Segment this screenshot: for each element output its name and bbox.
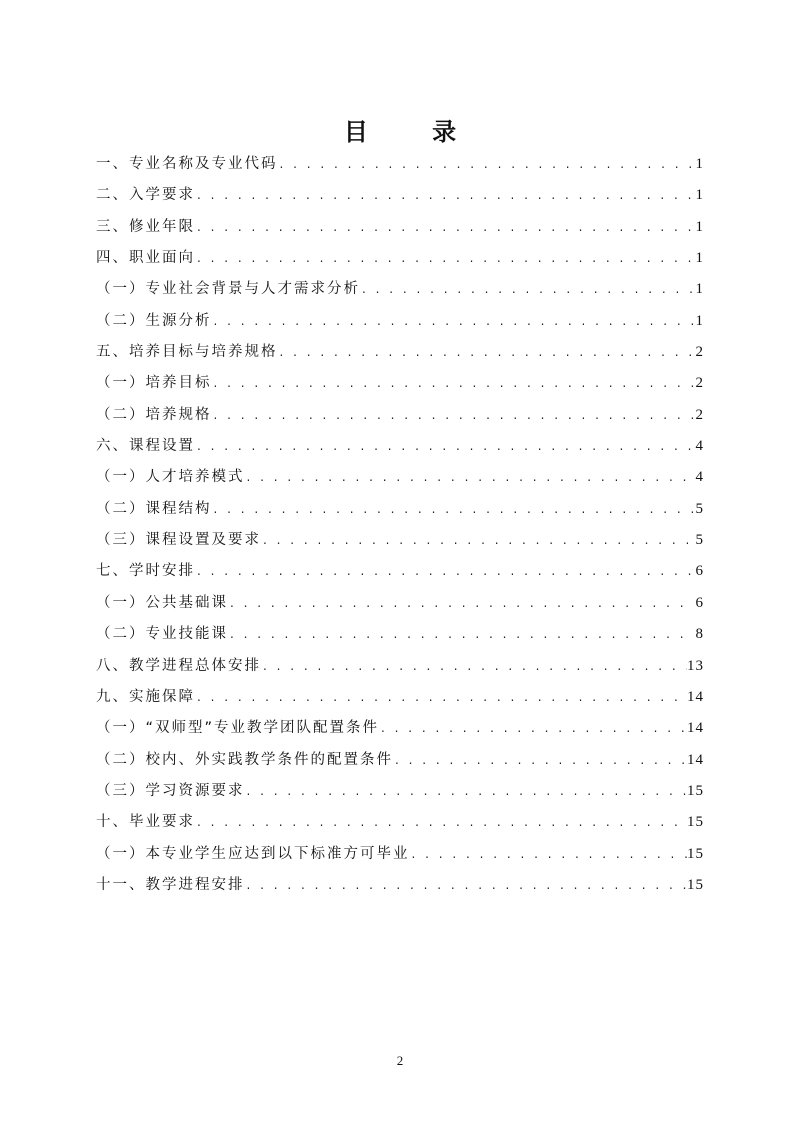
toc-entry[interactable] <box>96 494 704 525</box>
toc-entry-label: （一）公共基础课 <box>96 594 228 611</box>
toc-entry-page: 1 <box>695 312 704 329</box>
toc-entry-page: 1 <box>695 156 704 172</box>
toc-entry-page: 1 <box>695 281 704 298</box>
toc-entry-page: 2 <box>695 344 704 361</box>
toc-leader-dots <box>278 149 695 180</box>
toc-entry[interactable] <box>96 180 704 211</box>
toc-entry[interactable] <box>96 274 704 305</box>
toc-entry[interactable] <box>96 651 704 682</box>
toc-entry-page: 5 <box>695 532 704 549</box>
toc-leader-dots <box>245 870 688 901</box>
page-number: 2 <box>396 1053 404 1068</box>
toc-entry-page: 6 <box>695 563 704 580</box>
toc-entry[interactable] <box>96 807 704 838</box>
toc-leader-dots <box>195 243 694 274</box>
toc-entry[interactable] <box>96 713 704 744</box>
toc-entry-page: 15 <box>687 814 704 831</box>
toc-leader-dots <box>195 807 687 838</box>
toc-entry-page: 1 <box>695 218 704 235</box>
toc-entry-label: 十、毕业要求 <box>96 814 195 831</box>
toc-entry-label: （一）专业社会背景与人才需求分析 <box>96 281 360 298</box>
toc-entry-label: 八、教学进程总体安排 <box>96 657 261 674</box>
toc-leader-dots <box>410 839 688 870</box>
toc-entry-page: 14 <box>687 720 704 737</box>
toc-leader-dots <box>261 651 687 682</box>
toc-leader-dots <box>195 682 687 713</box>
toc-entry-page: 14 <box>687 688 704 705</box>
toc-entry[interactable] <box>96 588 704 619</box>
toc-entry-page: 5 <box>695 500 704 517</box>
toc-entry[interactable] <box>96 619 704 650</box>
toc-entry[interactable] <box>96 306 704 337</box>
toc-entry-page: 14 <box>687 751 704 768</box>
toc-leader-dots <box>379 713 687 744</box>
toc-entry-label: 四、职业面向 <box>96 250 195 267</box>
toc-entry[interactable] <box>96 682 704 713</box>
toc-entry[interactable] <box>96 337 704 368</box>
toc-entry[interactable] <box>96 462 704 493</box>
toc-entry-label: （二）生源分析 <box>96 312 212 329</box>
toc-entry-page: 2 <box>695 375 704 392</box>
toc-entry-page: 15 <box>687 876 704 893</box>
toc-leader-dots <box>195 556 694 587</box>
toc-leader-dots <box>245 776 688 807</box>
toc-entry-label: （三）课程设置及要求 <box>96 532 261 549</box>
toc-entry-label: 一、专业名称及专业代码 <box>96 156 278 172</box>
toc-entry-page: 4 <box>695 469 704 486</box>
toc-leader-dots <box>228 588 694 619</box>
toc-entry-label: （一）培养目标 <box>96 375 212 392</box>
toc-entry-page: 8 <box>695 626 704 643</box>
toc-entry[interactable] <box>96 212 704 243</box>
toc-entry-label: 十一、教学进程安排 <box>96 876 245 893</box>
toc-entry-label: 九、实施保障 <box>96 688 195 705</box>
toc-leader-dots <box>212 306 695 337</box>
toc-entry-page: 15 <box>687 845 704 862</box>
toc-entry[interactable] <box>96 870 704 901</box>
toc-leader-dots <box>360 274 694 305</box>
toc-entry-label: （三）学习资源要求 <box>96 782 245 799</box>
toc-entry-label: （一）人才培养模式 <box>96 469 245 486</box>
toc-entry-label: 二、入学要求 <box>96 187 195 204</box>
toc-entry-label: （二）校内、外实践教学条件的配置条件 <box>96 751 393 768</box>
toc-entry-page: 1 <box>695 250 704 267</box>
toc-entry[interactable] <box>96 243 704 274</box>
toc-entry[interactable] <box>96 431 704 462</box>
toc-entry-page: 2 <box>695 406 704 423</box>
toc-entry[interactable] <box>96 776 704 807</box>
toc-entry[interactable] <box>96 556 704 587</box>
toc-entry-page: 6 <box>695 594 704 611</box>
toc-entry[interactable] <box>96 745 704 776</box>
toc-entry-page: 1 <box>695 187 704 204</box>
toc-entry-label: （二）课程结构 <box>96 500 212 517</box>
toc-entry[interactable] <box>96 839 704 870</box>
toc-entry-label: 六、课程设置 <box>96 438 195 455</box>
toc-leader-dots <box>261 525 694 556</box>
toc-leader-dots <box>393 745 687 776</box>
toc-leader-dots <box>195 180 694 211</box>
table-of-contents <box>96 149 704 901</box>
toc-entry[interactable] <box>96 525 704 556</box>
toc-entry-label: 五、培养目标与培养规格 <box>96 344 278 361</box>
toc-leader-dots <box>278 337 695 368</box>
toc-entry-label: （一）“双师型”专业教学团队配置条件 <box>96 720 380 737</box>
toc-entry-label: （二）培养规格 <box>96 406 212 423</box>
toc-entry[interactable] <box>96 400 704 431</box>
toc-entry-label: 三、修业年限 <box>96 218 195 235</box>
toc-entry-page: 15 <box>687 782 704 799</box>
toc-entry[interactable] <box>96 149 704 180</box>
toc-leader-dots <box>195 431 694 462</box>
toc-leader-dots <box>212 400 695 431</box>
toc-leader-dots <box>212 368 695 399</box>
toc-entry-label: （一）本专业学生应达到以下标准方可毕业 <box>96 845 410 862</box>
toc-entry-label: （二）专业技能课 <box>96 626 228 643</box>
toc-leader-dots <box>245 462 695 493</box>
toc-leader-dots <box>228 619 694 650</box>
toc-entry-page: 4 <box>695 438 704 455</box>
toc-entry-page: 13 <box>687 657 704 674</box>
toc-leader-dots <box>212 494 695 525</box>
toc-title: 目 录 <box>343 117 485 146</box>
toc-entry[interactable] <box>96 368 704 399</box>
toc-leader-dots <box>195 212 694 243</box>
toc-entry-label: 七、学时安排 <box>96 563 195 580</box>
